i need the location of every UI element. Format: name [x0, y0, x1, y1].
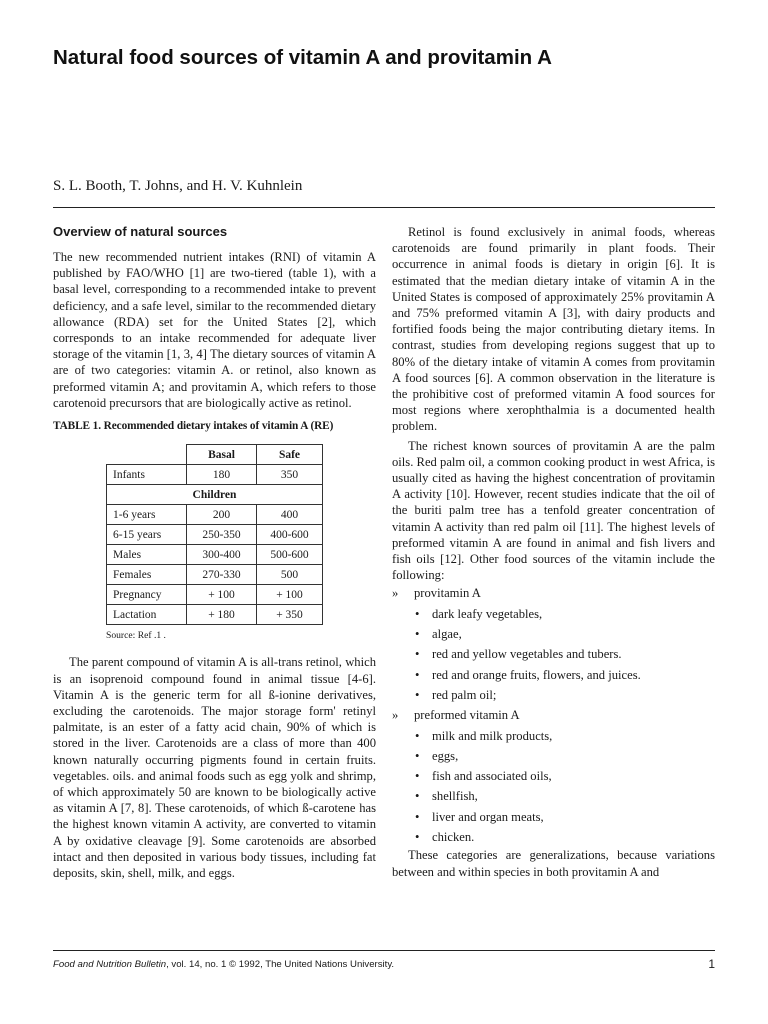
safe-value: 400	[257, 505, 323, 525]
author-list: S. L. Booth, T. Johns, and H. V. Kuhnlein	[53, 178, 303, 194]
row-label: Infants	[107, 465, 187, 485]
basal-value: 250-350	[187, 525, 257, 545]
basal-value: 200	[187, 505, 257, 525]
table-row	[107, 525, 323, 545]
section-heading: Overview of natural sources	[53, 224, 228, 239]
row-label: Lactation	[107, 605, 187, 625]
paragraph-retinol-sources: Retinol is found exclusively in animal foods, whereas carotenoids are found primarily in plant foods. Their occurrence in animal foods is dietary in origin [6]. It is estimated that the median dietary intake of vitamin A in the United States is composed of approximately 25% provitamin A and 75% preformed vitamin A [3], with dairy products and fortified foods being the major contributing dietary items. In contrast, studies from developing regions suggest that up to 80% of the dietary intake of vitamin A comes from provitamin A food sources [6]. A common observation in the literature is the prohibitive cost of preformed vitamin A food sources for most regions where xerophthalmia is a documented health problem.	[392, 225, 715, 434]
list-item	[392, 766, 715, 786]
list-item	[392, 624, 715, 644]
journal-name: Food and Nutrition Bulletin	[53, 959, 167, 970]
safe-value: + 100	[257, 585, 323, 605]
article-title: Natural food sources of vitamin A and provitamin A	[53, 46, 552, 69]
list-item-label: milk and milk products,	[432, 728, 553, 743]
safe-value: 400-600	[257, 525, 323, 545]
list-item	[392, 746, 715, 766]
footer-divider	[53, 950, 715, 951]
list-group-label: preformed vitamin A	[414, 708, 520, 723]
list-item	[392, 685, 715, 705]
bullet-icon: •	[415, 647, 420, 662]
list-item-label: red palm oil;	[432, 687, 497, 702]
list-group-label: provitamin A	[414, 586, 481, 601]
left-column	[53, 224, 376, 881]
bullet-icon: •	[415, 748, 420, 763]
row-label: Males	[107, 545, 187, 565]
list-item-label: dark leafy vegetables,	[432, 606, 543, 621]
bullet-icon: •	[415, 687, 420, 702]
list-item	[392, 827, 715, 847]
table-row	[107, 505, 323, 525]
group-label-children: Children	[107, 485, 323, 505]
basal-value: 180	[187, 465, 257, 485]
list-item	[392, 726, 715, 746]
bullet-icon: •	[415, 830, 420, 845]
basal-value: 300-400	[187, 545, 257, 565]
bullet-icon: •	[415, 627, 420, 642]
paragraph-retinol: The parent compound of vitamin A is all-trans retinol, which is an isoprenoid compound found in animal tissue [4-6]. Vitamin A is the generic term for all ß-ionine derivatives, excluding the carotenoids. The major storage form' retinyl palmitate, is an ester of a fatty acid chain, 90% of which is stored in the liver. Carotenoids are a class of more than 400 known naturally occurring pigments found in certain fruits. vegetables. oils. and animal foods such as egg yolk and shrimp, of which approximately 50 are known to be biologically active as vitamin A [7, 8]. These carotenoids, of which ß-carotene has the highest known vitamin A activity, are converted to vitamin A by oxidative cleavage [9]. Some carotenoids are absorbed intact and then deposited in various body tissues, including fat deposits, skin, shell, milk, and eggs.	[53, 655, 376, 881]
table-caption: TABLE 1. Recommended dietary intakes of vitamin A (RE)	[53, 420, 334, 433]
basal-value: 270-330	[187, 565, 257, 585]
safe-value: 500	[257, 565, 323, 585]
bullet-icon: •	[415, 606, 420, 621]
table-row	[107, 465, 323, 485]
list-group-preformed-vitamin-a	[392, 705, 715, 725]
table-row	[107, 605, 323, 625]
rni-table	[106, 444, 323, 625]
row-label: Females	[107, 565, 187, 585]
list-item-label: red and yellow vegetables and tubers.	[432, 647, 622, 662]
list-item	[392, 644, 715, 664]
header-basal: Basal	[187, 445, 257, 465]
list-item-label: chicken.	[432, 830, 475, 845]
bullet-icon: •	[415, 789, 420, 804]
table-source-note: Source: Ref .1 .	[106, 630, 166, 642]
footer-citation	[53, 959, 394, 970]
list-marker: »	[392, 586, 399, 601]
paragraph-rni: The new recommended nutrient intakes (RNI) of vitamin A published by FAO/WHO [1] are two-tiered (table 1), with a basal level, corresponding to a recommended intake to prevent deficiency, and a safe level, similar to the recommended dietary allowance (RDA) set for the United States [2], which corresponds to an intake recommended for adequate liver storage of the vitamin [1, 3, 4] The dietary sources of vitamin A are of two categories: vitamin A. or retinol, also known as preformed vitamin A; and provitamin A, which refers to those carotenoid precursors that are biologically active as retinol.	[53, 250, 376, 410]
paragraph-generalizations: These categories are generalizations, because variations between and within species in both provitamin A and	[392, 848, 715, 879]
table-corner-cell	[107, 445, 187, 465]
list-group-provitamin-a	[392, 583, 715, 603]
table-group-row	[107, 485, 323, 505]
bullet-icon: •	[415, 809, 420, 824]
list-item-label: shellfish,	[432, 789, 478, 804]
right-column	[392, 224, 715, 880]
list-item-label: fish and associated oils,	[432, 769, 552, 784]
basal-value: + 180	[187, 605, 257, 625]
list-item	[392, 665, 715, 685]
page-number: 1	[708, 957, 715, 971]
row-label: 1-6 years	[107, 505, 187, 525]
bullet-icon: •	[415, 667, 420, 682]
safe-value: 350	[257, 465, 323, 485]
row-label: Pregnancy	[107, 585, 187, 605]
list-item-label: red and orange fruits, flowers, and juices.	[432, 667, 641, 682]
list-item-label: eggs,	[432, 748, 459, 763]
citation-details: , vol. 14, no. 1 © 1992, The United Nations University.	[166, 959, 395, 970]
paragraph-palm-oils: The richest known sources of provitamin A are the palm oils. Red palm oil, a common cooking product in west Africa, is usually cited as having the highest concentration of provitamin A activity [10]. However, recent studies indicate that the oil of the buriti palm tree has a tenfold greater concentration of vitamin A activity than red palm oil [11]. The highest levels of preformed vitamin A are found in animal and fish livers and fish oils [12]. Other food sources of the vitamin include the following:	[392, 438, 715, 583]
safe-value: 500-600	[257, 545, 323, 565]
row-label: 6-15 years	[107, 525, 187, 545]
list-item	[392, 604, 715, 624]
table-row	[107, 545, 323, 565]
bullet-icon: •	[415, 728, 420, 743]
list-item-label: liver and organ meats,	[432, 809, 544, 824]
header-divider	[53, 207, 715, 208]
bullet-icon: •	[415, 769, 420, 784]
food-source-list	[392, 583, 715, 847]
header-safe: Safe	[257, 445, 323, 465]
table-row	[107, 585, 323, 605]
list-item-label: algae,	[432, 627, 462, 642]
safe-value: + 350	[257, 605, 323, 625]
basal-value: + 100	[187, 585, 257, 605]
list-item	[392, 786, 715, 806]
table-header-row	[107, 445, 323, 465]
list-item	[392, 807, 715, 827]
list-marker: »	[392, 708, 399, 723]
table-row	[107, 565, 323, 585]
